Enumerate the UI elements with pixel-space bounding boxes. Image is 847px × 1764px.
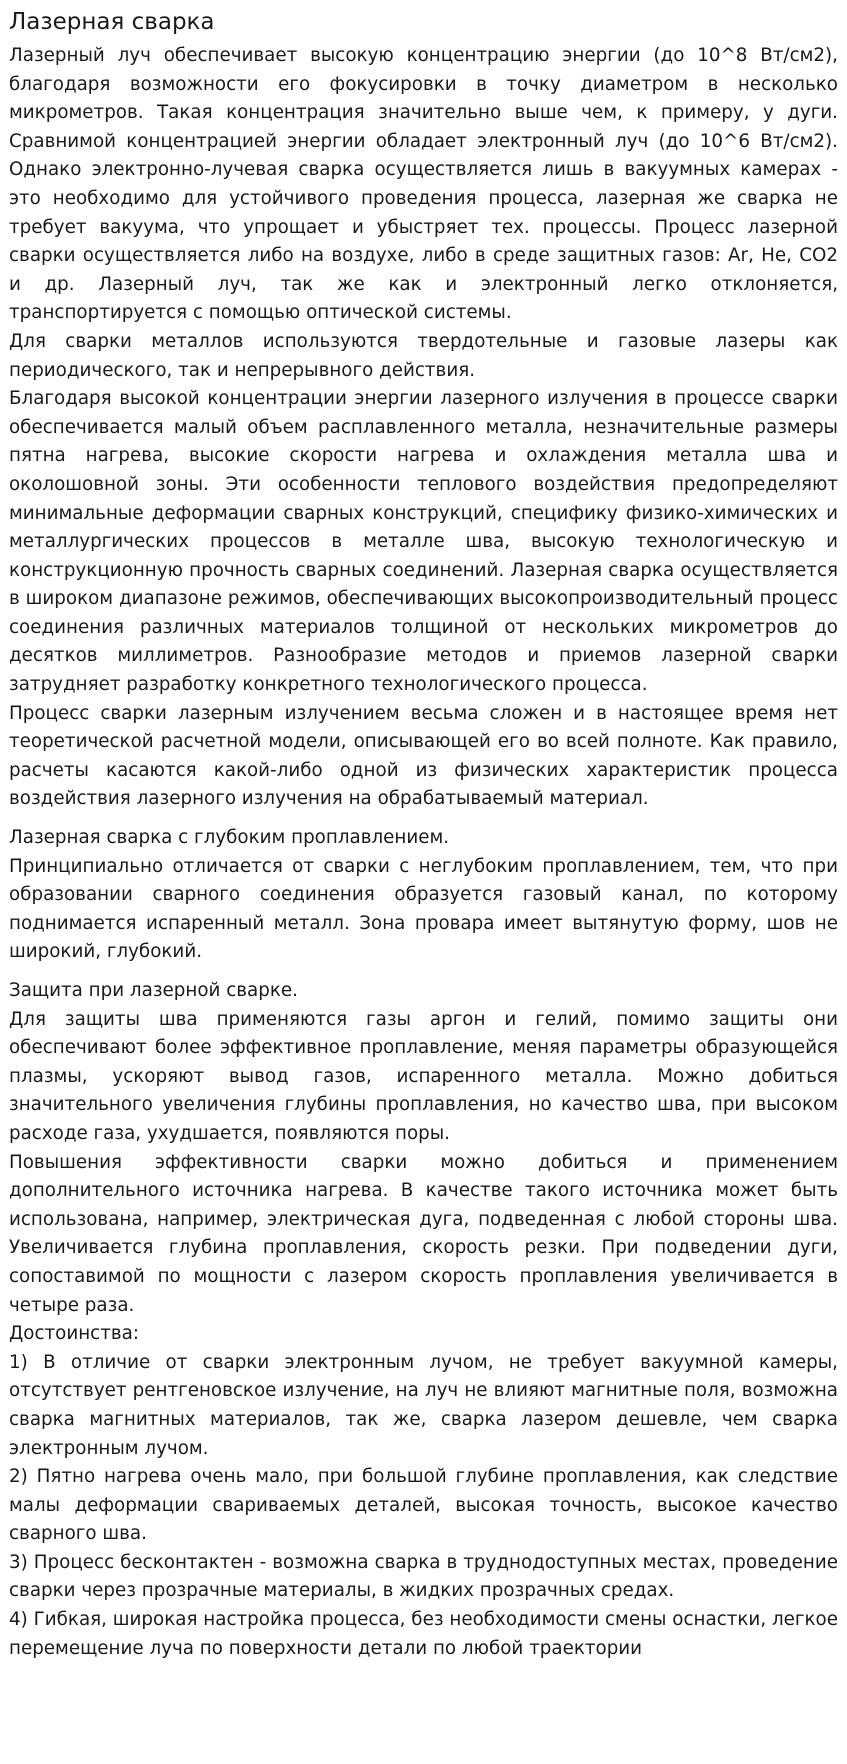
advantages-heading: Достоинства: [9,1323,140,1345]
advantage-item-3: 3) Процесс бесконтактен - возможна сварка в труднодоступных местах, проведение сварки через прозрачные материалы, в жидких прозрачных средах. [9,1551,838,1602]
lasers-paragraph: Для сварки металлов используются твердотельные и газовые лазеры как периодического, так и непрерывного действия. [9,330,838,381]
advantage-item-1: 1) В отличие от сварки электронным лучом, не требует вакуумной камеры, отсутствует рентгеновское излучение, на луч не влияют магнитные поля, возможна сварка магнитных материалов, так же, сварка лазером дешевле, чем сварка электронным лучом. [9,1351,838,1459]
deep-penetration-paragraph: Принципиально отличается от сварки с неглубоким проплавлением, тем, что при образовании сварного соединения образуется газовый канал, по которому поднимается испаренный металл. Зона провара имеет вытянутую форму, шов не широкий, глубокий. [9,855,838,963]
page-title: Лазерная сварка [9,9,215,35]
protection-gas-paragraph: Для защиты шва применяются газы аргон и гелий, помимо защиты они обеспечивают более эффективное проплавление, меняя параметры образующейся плазмы, ускоряют вывод газов, испаренного металла. Можно добиться значительного увеличения глубины проплавления, но качество шва, при высоком расходе газа, ухудшается, появляются поры. [9,1008,838,1144]
advantage-item-4: 4) Гибкая, широкая настройка процесса, без необходимости смены оснастки, легкое перемещение луча по поверхности детали по любой траектории [9,1609,838,1659]
protection-heading: Защита при лазерной сварке. [9,980,298,1001]
advantage-item-2: 2) Пятно нагрева очень мало, при большой глубине проплавления, как следствие малы деформации свариваемых деталей, высокая точность, высокое качество сварного шва. [9,1466,838,1545]
deep-penetration-heading: Лазерная сварка с глубоким проплавлением. [9,827,450,849]
model-paragraph: Процесс сварки лазерным излучением весьма сложен и в настоящее время нет теоретической расчетной модели, описывающей его во всей полноте. Как правило, расчеты касаются какой-либо одной из физических характеристик процесса воздействия лазерного излучения на обрабатываемый материал. [9,702,838,810]
energy-paragraph: Благодаря высокой концентрации энергии лазерного излучения в процессе сварки обеспечивается малый объем расплавленного металла, незначительные размеры пятна нагрева, высокие скорости нагрева и охлаждения металла шва и околошовной зоны. Эти особенности теплового воздействия предопределяют минимальные деформации сварных конструкций, специфику физико-химических и металлургических процессов в металле шва, высокую технологическую и конструкционную прочность сварных соединений. Лазерная сварка осуществляется в широком диапазоне режимов, обеспечивающих высокопроизводительный процесс соединения различных материалов толщиной от нескольких микрометров до десятков миллиметров. Разнообразие методов и приемов лазерной сварки затрудняет разработку конкретного технологического процесса. [9,388,838,696]
intro-paragraph: Лазерный луч обеспечивает высокую концентрацию энергии (до 10^8 Вт/см2), благодаря возможности его фокусировки в точку диаметром в несколько микрометров. Такая концентрация значительно выше чем, к примеру, у дуги. Сравнимой концентрацией энергии обладает электронный луч (до 10^6 Вт/см2). Однако электронно-лучевая сварка осуществляется лишь в вакуумных камерах - это необходимо для устойчивого проведения процесса, лазерная же сварка не требует вакуума, что упрощает и убыстряет тех. процессы. Процесс лазерной сварки осуществляется либо на воздухе, либо в среде защитных газов: Ar, He, CO2 и др. Лазерный луч, так же как и электронный легко отклоняется, транспортируется с помощью оптической системы. [9,45,838,324]
extra-heat-source-paragraph: Повышения эффективности сварки можно добиться и применением дополнительного источника нагрева. В качестве такого источника может быть использована, например, электрическая дуга, подведенная с любой стороны шва. Увеличивается глубина проплавления, скорость резки. При подведении дуги, сопоставимой по мощности с лазером скорость проплавления увеличивается в четыре раза. [9,1151,838,1316]
